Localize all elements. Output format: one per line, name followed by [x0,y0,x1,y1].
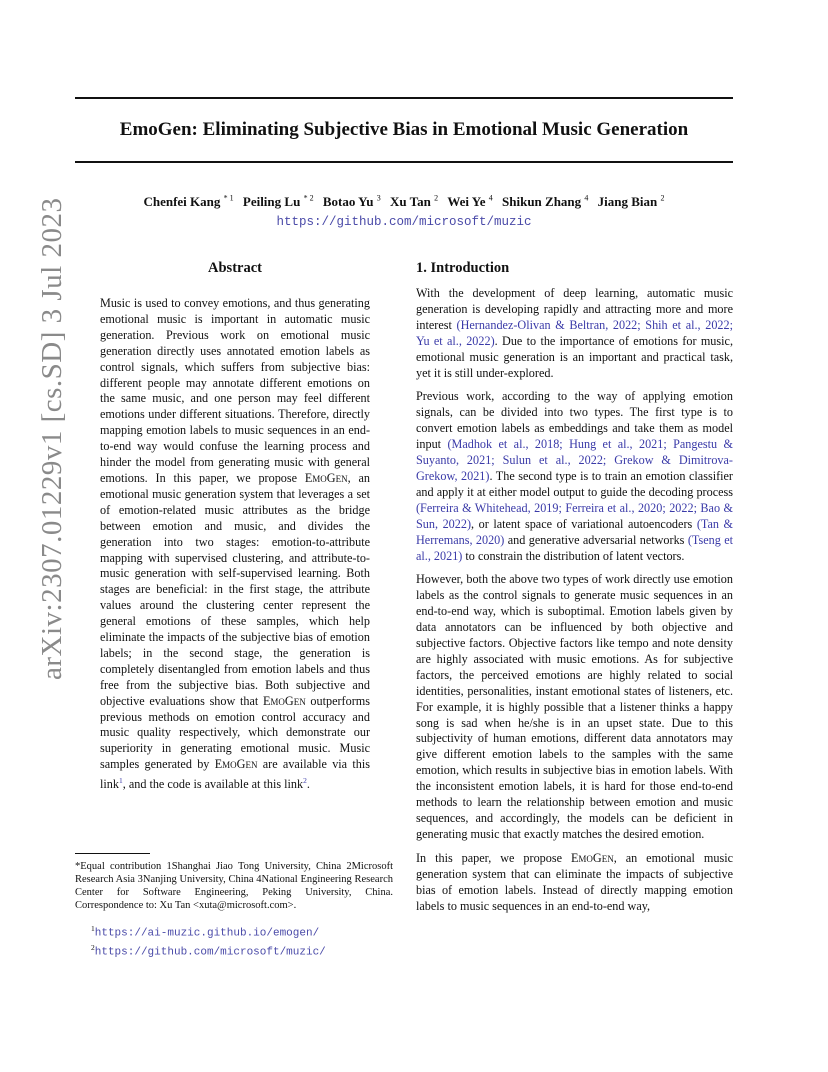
footnote-links [75,922,393,960]
citation[interactable]: (Madhok et al., 2018; Hung et al., 2021; Pangestu & Suyanto, 2021; Sulun et al., 2022; Grekow & Dimitrova-Grekow, 2021) [416,437,733,483]
repo-link[interactable]: https://github.com/microsoft/muzic [276,215,532,229]
author: Botao Yu $^3$ [322,194,381,210]
footnote-link-2[interactable]: $^2$https://github.com/microsoft/muzic/ [91,943,326,959]
citation[interactable]: (Tseng et al., 2021) [416,532,733,563]
author: Xu Tan $^2$ [390,194,439,210]
author: Shikun Zhang $^4$ [502,194,589,210]
abstract-section [100,258,370,793]
intro-paragraph-1: With the development of deep learning, automatic music generation is developing rapidly and attracting more and more interest (Hernandez-Olivan & Beltran, 2022; Shih et al., 2022; Yu et al., 2022). Due to the importance of emotions for music, emotional music generation is an important and practical task, yet it is still under-explored. [416,286,733,380]
citation[interactable]: (Tan & Herremans, 2020) [416,516,734,547]
affiliations-footnote: *Equal contribution 1Shanghai Jiao Tong University, China 2Microsoft Research Asia 3Nanjing University, China 4National Engineering Research Center for Software Engineering, Peking University, China. Correspondence to: Xu Tan <xuta@microsoft.com>. [75,861,393,911]
top-rule [75,97,733,99]
paper-title: EmoGen: Eliminating Subjective Bias in Emotional Music Generation [119,119,689,140]
author-list [75,190,733,211]
author: Jiang Bian $^2$ [597,194,665,210]
author: Chenfei Kang $^{* 1}$ [143,194,234,210]
footnotes [75,853,393,960]
title-bottom-rule [75,161,733,163]
arxiv-watermark: arXiv:2307.01229v1 [cs.SD] 3 Jul 2023 [36,197,68,680]
intro-paragraph-4: In this paper, we propose EmoGen, an emotional music generation system that can eliminate the impacts of subjective bias of emotion labels. Instead of directly mapping emotion labels to music sequences in an end-to-end way, [416,850,733,913]
author: Peiling Lu $^{* 2}$ [242,194,314,210]
footnote-link-1[interactable]: $^1$https://ai-muzic.github.io/emogen/ [91,924,320,940]
citation[interactable]: (Ferreira & Whitehead, 2019; Ferreira et al., 2020; 2022; Bao & Sun, 2022) [416,500,733,531]
abstract-text: Music is used to convey emotions, and thus generating emotional music is important in automatic music generation. Previous work on emotional music generation directly uses annotated emotion labels as control signals, which suffers from subjective bias: different people may annotate different emotions on the same music, and one person may feel different emotions under different situations. Therefore, directly mapping emotion labels to music sequences in an end-to-end way would confuse the learning process and hinder the model from generating music with general emotions. In this paper, we propose EmoGen, an emotional music generation system that leverages a set of emotion-related music attributes as the bridge between emotion and music, and divides the generation into two stages: emotion-to-attribute mapping with supervised clustering, and attribute-to-music generation with self-supervised learning. Both stages are beneficial: in the first stage, the attribute values around the clustering center represent the general emotions of these samples, which help eliminate the impacts of the subjective bias of emotion labels; in the second stage, the generation is completely disentangled from emotion labels and thus free from the subjective bias. Both subjective and objective evaluations show that EmoGen outperforms previous methods on emotion control accuracy and music quality respectively, which demonstrate our superiority in generating emotional music. Music samples generated by EmoGen are available via this link$^1$, and the code is available at this link$^2$. [100,296,370,792]
intro-paragraph-2: Previous work, according to the way of applying emotion signals, can be divided into two types. The first type is to convert emotion labels as embeddings and take them as model input (Madhok et al., 2018; Hung et al., 2021; Pangestu & Suyanto, 2021; Sulun et al., 2022; Grekow & Dimitrova-Grekow, 2021). The second type is to train an emotion classifier and apply it at either model output to guide the decoding process (Ferreira & Whitehead, 2019; Ferreira et al., 2020; 2022; Bao & Sun, 2022), or latent space of variational autoencoders (Tan & Herremans, 2020) and generative adversarial networks (Tseng et al., 2021) to constrain the distribution of latent vectors. [416,389,734,563]
footnote-rule [75,853,150,854]
introduction-heading: 1. Introduction [416,260,510,276]
introduction-section [416,258,733,922]
abstract-heading: Abstract [208,260,262,276]
author: Wei Ye $^4$ [447,194,493,210]
intro-paragraph-3: However, both the above two types of work directly use emotion labels as the control signals to generate music sequences in an end-to-end way, which is suboptimal. Emotion labels given by data annotators can be influenced by both objective and subjective factors. Objective factors like tempo and note density are highly associated with music emotions. As for subjective factors, the perceived emotions are highly related to social identities, personalities, instant emotional states of listeners, etc. For example, it is highly possible that a listener thinks a happy song is sad when he/she is in an upset state. Due to this subjectivity of human emotions, different data annotators may give different emotion labels to the samples with the same emotion, which results in subjective bias in emotion labels. With the inconsistent emotion labels, it is hard for those end-to-end methods to learn the relationship between emotion and music sequences, and accordingly, the models can be deficient in generating music that exactly matches the desired emotion. [416,572,733,841]
citation[interactable]: (Hernandez-Olivan & Beltran, 2022; Shih et al., 2022; Yu et al., 2022) [416,317,733,348]
